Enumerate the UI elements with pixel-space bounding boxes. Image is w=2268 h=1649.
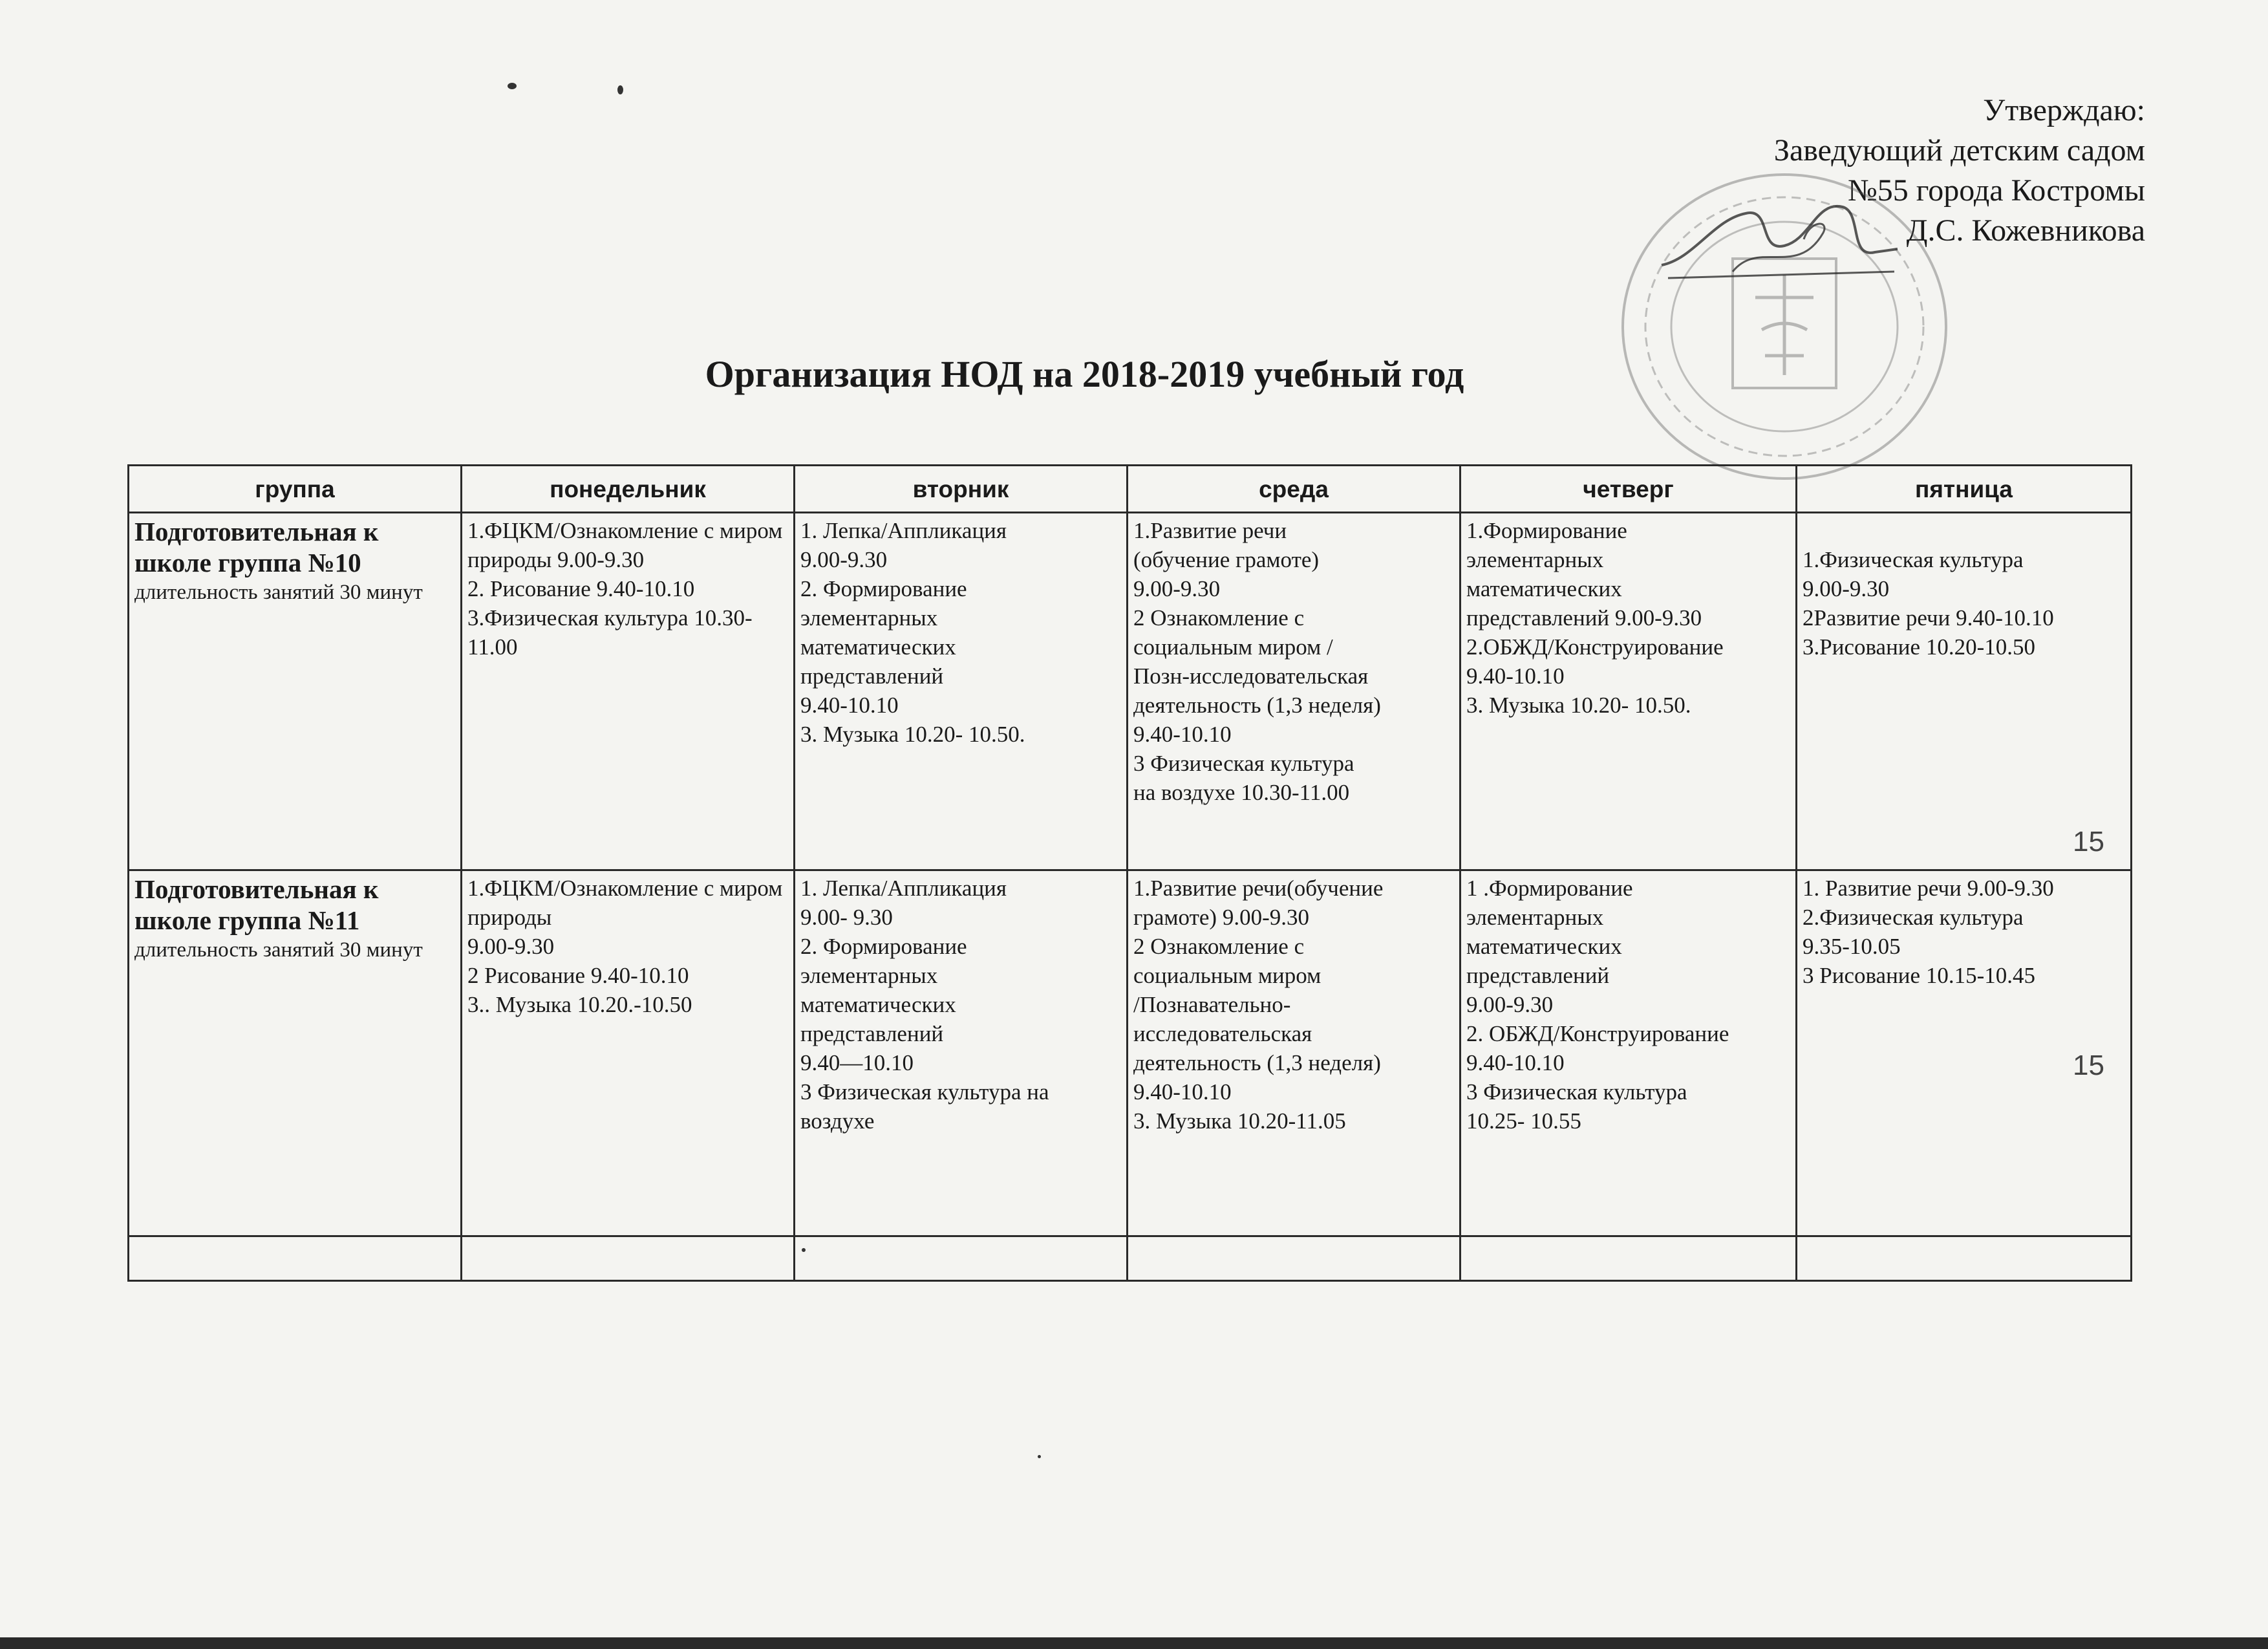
thursday-cell [1460, 513, 1797, 870]
approval-position: Заведующий детским садом [1773, 133, 2145, 167]
scan-speck [802, 1248, 806, 1252]
monday-cell [462, 870, 795, 1236]
wednesday-cell [1128, 870, 1460, 1236]
table-row [129, 870, 2132, 1236]
empty-cell [1460, 1236, 1797, 1281]
lesson-list: 1.ФЦКМ/Ознакомление с миром природы 9.00-9.30 2. Рисование 9.40-10.10 3.Физическая культура 10.30-11.00 [467, 518, 783, 660]
tuesday-cell [795, 513, 1128, 870]
document-title: Организация НОД на 2018-2019 учебный год [705, 353, 1464, 395]
lesson-list: 1.Развитие речи(обучение грамоте) 9.00-9.30 2 Ознакомление с социальным миром /Познавательно- исследовательская деятельность (1,3 неделя) 9.40-10.10 3. Музыка 10.20-11.05 [1133, 876, 1384, 1134]
friday-cell [1797, 870, 2132, 1236]
approval-signatory: Д.С. Кожевникова [1906, 213, 2145, 248]
header-monday: понедельник [462, 466, 795, 513]
scan-speck [508, 83, 517, 89]
lesson-list: 1. Лепка/Аппликация 9.00- 9.30 2. Формирование элементарных математических представлений 9.40—10.10 3 Физическая культура на воздухе [800, 876, 1049, 1134]
lesson-list: 1.Развитие речи (обучение грамоте) 9.00-9.30 2 Ознакомление с социальным миром / Позн-исследовательская деятельность (1,3 неделя) 9.40-10.10 3 Физическая культура на воздухе 10.30-11.00 [1133, 518, 1381, 805]
lesson-list: 1.Формирование элементарных математических представлений 9.00-9.30 2.ОБЖД/Конструирование 9.40-10.10 3. Музыка 10.20- 10.50. [1466, 518, 1724, 718]
signature-icon [1655, 181, 1901, 291]
page-mark: 15 [2073, 1050, 2104, 1081]
group-cell [129, 513, 462, 870]
page-mark: 15 [2073, 826, 2104, 857]
lesson-list: 1. Развитие речи 9.00-9.30 2.Физическая культура 9.35-10.05 3 Рисование 10.15-10.45 [1803, 876, 2054, 988]
header-friday: пятница [1797, 466, 2132, 513]
empty-cell [129, 1236, 462, 1281]
header-wednesday: среда [1128, 466, 1460, 513]
empty-cell [795, 1236, 1128, 1281]
scan-speck [617, 85, 623, 94]
empty-cell [1797, 1236, 2132, 1281]
header-group: группа [129, 466, 462, 513]
thursday-cell [1460, 870, 1797, 1236]
lesson-list: 1 .Формирование элементарных математических представлений 9.00-9.30 2. ОБЖД/Конструирование 9.40-10.10 3 Физическая культура 10.25- 10.55 [1466, 876, 1729, 1134]
tuesday-cell [795, 870, 1128, 1236]
wednesday-cell [1128, 513, 1460, 870]
header-thursday: четверг [1460, 466, 1797, 513]
table-row [129, 513, 2132, 870]
header-tuesday: вторник [795, 466, 1128, 513]
empty-cell [1128, 1236, 1460, 1281]
empty-row [129, 1236, 2132, 1281]
group-duration: длительность занятий 30 минут [134, 938, 423, 962]
approval-organization: №55 города Костромы [1847, 173, 2145, 208]
scan-speck [1038, 1455, 1041, 1458]
lesson-list: 1.Физическая культура 9.00-9.30 2Развитие речи 9.40-10.10 3.Рисование 10.20-10.50 [1803, 547, 2054, 660]
table-header-row [129, 466, 2132, 513]
monday-cell [462, 513, 795, 870]
scan-edge [0, 1637, 2268, 1649]
schedule-table [127, 464, 2132, 1282]
friday-cell [1797, 513, 2132, 870]
empty-cell [462, 1236, 795, 1281]
lesson-list: 1. Лепка/Аппликация 9.00-9.30 2. Формирование элементарных математических представлений 9.40-10.10 3. Музыка 10.20- 10.50. [800, 518, 1025, 747]
approval-heading: Утверждаю: [1983, 93, 2145, 127]
lesson-list: 1.ФЦКМ/Ознакомление с миром природы 9.00-9.30 2 Рисование 9.40-10.10 3.. Музыка 10.20.-10.50 [467, 876, 783, 1017]
group-name: Подготовительная к школе группа №11 [134, 874, 379, 935]
group-cell [129, 870, 462, 1236]
group-name: Подготовительная к школе группа №10 [134, 517, 379, 577]
group-duration: длительность занятий 30 минут [134, 581, 423, 604]
